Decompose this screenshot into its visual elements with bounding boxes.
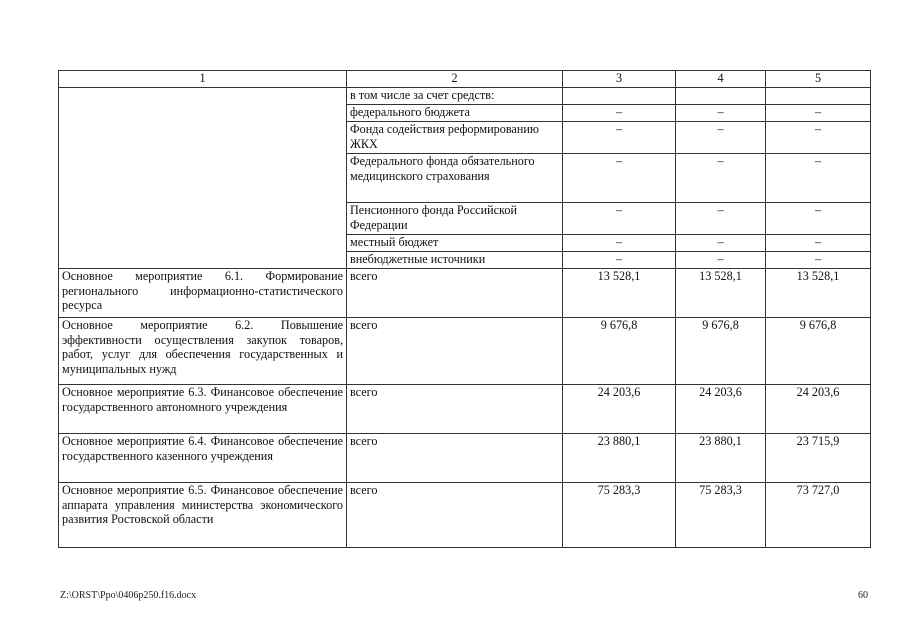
value-cell: –: [563, 252, 676, 269]
measure-name: Основное мероприятие 6.1. Формирование регионального информационно-статистического ресурса: [59, 269, 347, 318]
table-row: [59, 88, 871, 105]
value-cell: –: [676, 154, 766, 203]
funding-source-label: Федерального фонда обязательного медицинского страхования: [347, 154, 563, 203]
measure-name: Основное мероприятие 6.2. Повышение эффективности осуществления закупок товаров, работ, услуг для обеспечения государственных и муниципальных нужд: [59, 318, 347, 385]
column-header: 1: [59, 71, 347, 88]
value-cell: 13 528,1: [563, 269, 676, 318]
value-cell: –: [676, 252, 766, 269]
value-cell: –: [766, 122, 871, 154]
measure-source: всего: [347, 483, 563, 548]
value-cell: [563, 88, 676, 105]
funding-source-label: Фонда содействия реформированию ЖКХ: [347, 122, 563, 154]
value-cell: –: [676, 235, 766, 252]
value-cell: [766, 88, 871, 105]
measure-name: Основное мероприятие 6.3. Финансовое обеспечение государственного автономного учреждения: [59, 385, 347, 434]
table-row: [59, 385, 871, 434]
value-cell: 24 203,6: [766, 385, 871, 434]
value-cell: –: [766, 252, 871, 269]
value-cell: 75 283,3: [676, 483, 766, 548]
column-header: 4: [676, 71, 766, 88]
funding-source-label: федерального бюджета: [347, 105, 563, 122]
empty-cell: [59, 88, 347, 269]
value-cell: –: [766, 105, 871, 122]
table-row: [59, 483, 871, 548]
column-header: 5: [766, 71, 871, 88]
value-cell: –: [563, 122, 676, 154]
value-cell: 9 676,8: [766, 318, 871, 385]
column-header: 2: [347, 71, 563, 88]
value-cell: –: [563, 105, 676, 122]
measure-source: всего: [347, 434, 563, 483]
measure-source: всего: [347, 385, 563, 434]
value-cell: 9 676,8: [563, 318, 676, 385]
value-cell: –: [676, 122, 766, 154]
funding-source-label: в том числе за счет средств:: [347, 88, 563, 105]
value-cell: –: [766, 203, 871, 235]
header-row: [59, 71, 871, 88]
funding-source-label: Пенсионного фонда Российской Федерации: [347, 203, 563, 235]
value-cell: 23 880,1: [676, 434, 766, 483]
page-number: 60: [858, 590, 868, 601]
file-path: Z:\ORST\Ppo\0406p250.f16.docx: [60, 590, 197, 601]
value-cell: 73 727,0: [766, 483, 871, 548]
value-cell: 13 528,1: [766, 269, 871, 318]
value-cell: –: [563, 203, 676, 235]
column-header: 3: [563, 71, 676, 88]
value-cell: 13 528,1: [676, 269, 766, 318]
value-cell: 9 676,8: [676, 318, 766, 385]
budget-table: [58, 70, 871, 548]
table-row: [59, 318, 871, 385]
measure-source: всего: [347, 269, 563, 318]
value-cell: –: [766, 154, 871, 203]
value-cell: [676, 88, 766, 105]
value-cell: –: [563, 235, 676, 252]
value-cell: 24 203,6: [563, 385, 676, 434]
measure-name: Основное мероприятие 6.4. Финансовое обеспечение государственного казенного учреждения: [59, 434, 347, 483]
table-row: [59, 269, 871, 318]
measure-name: Основное мероприятие 6.5. Финансовое обеспечение аппарата управления министерства экономического развития Ростовской области: [59, 483, 347, 548]
funding-source-label: внебюджетные источники: [347, 252, 563, 269]
value-cell: –: [563, 154, 676, 203]
value-cell: 23 880,1: [563, 434, 676, 483]
value-cell: 75 283,3: [563, 483, 676, 548]
value-cell: 24 203,6: [676, 385, 766, 434]
value-cell: –: [766, 235, 871, 252]
value-cell: –: [676, 105, 766, 122]
table-row: [59, 434, 871, 483]
measure-source: всего: [347, 318, 563, 385]
funding-source-label: местный бюджет: [347, 235, 563, 252]
value-cell: 23 715,9: [766, 434, 871, 483]
value-cell: –: [676, 203, 766, 235]
